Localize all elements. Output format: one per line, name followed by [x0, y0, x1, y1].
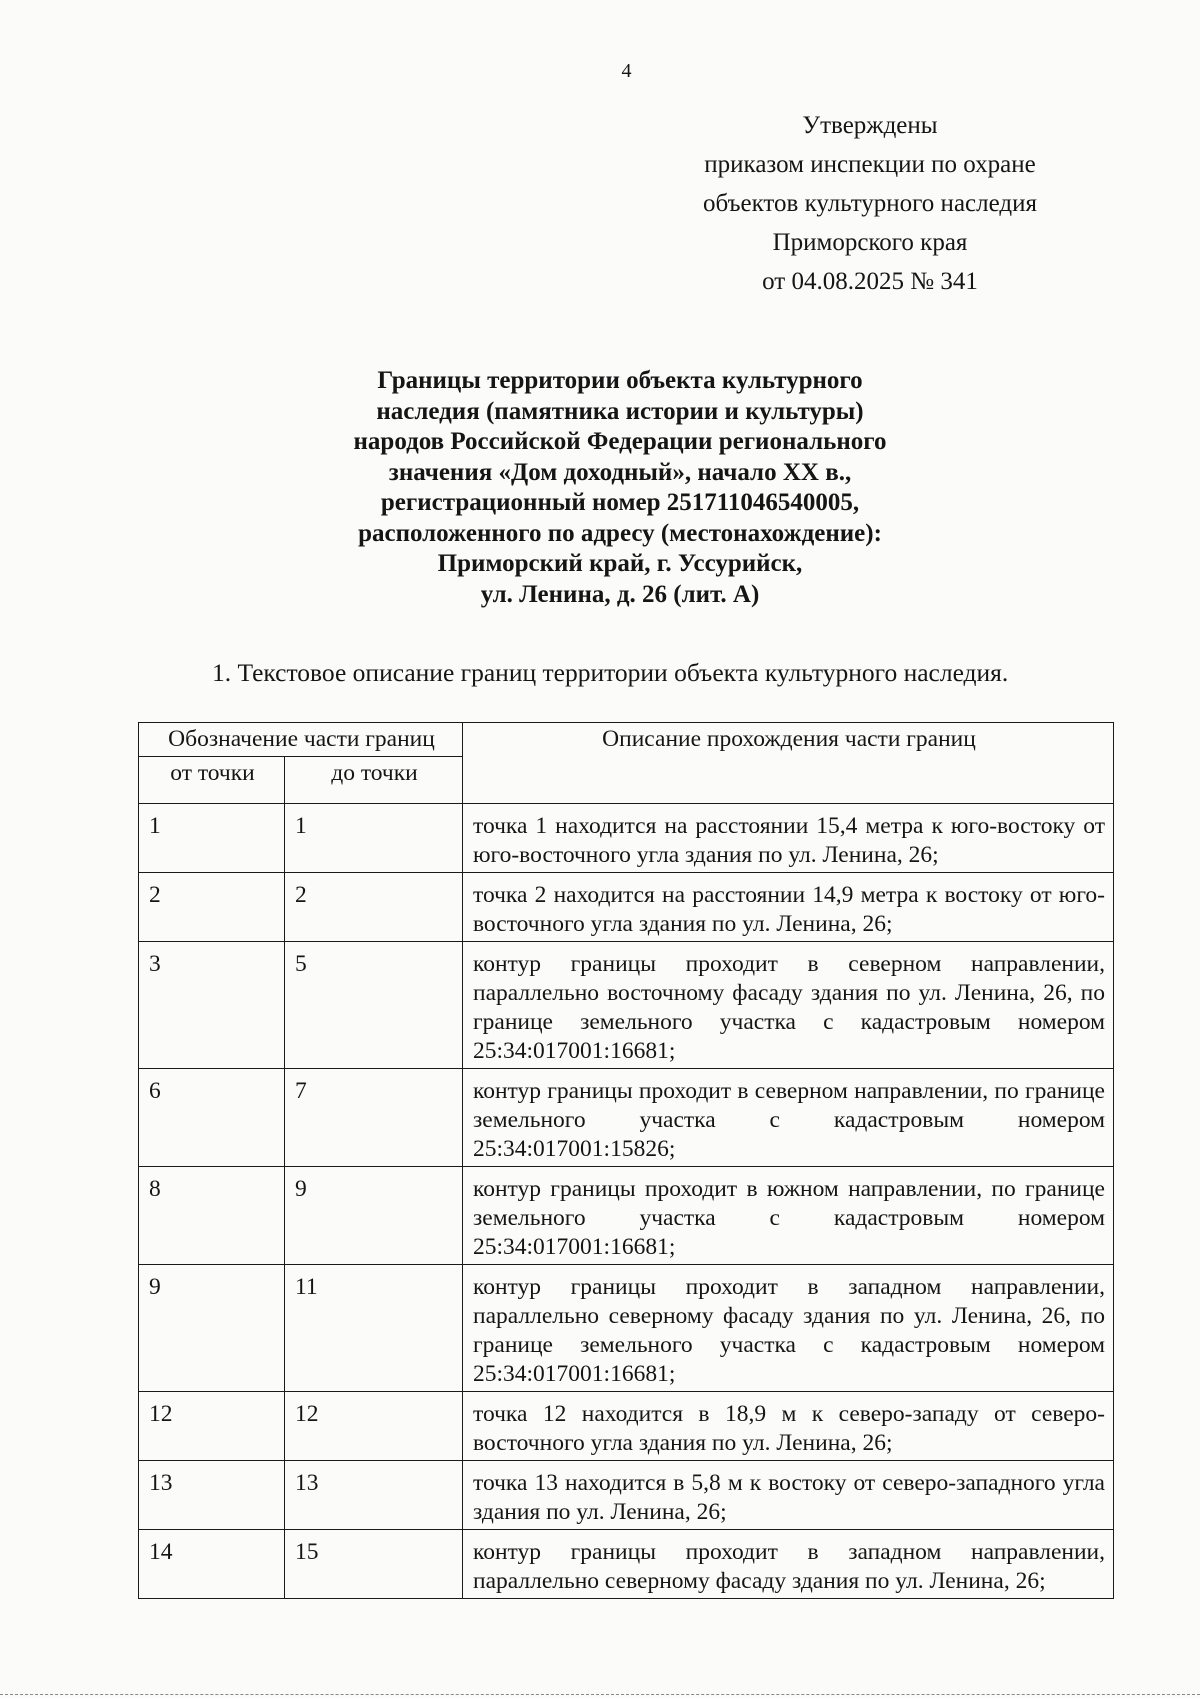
table-row — [139, 873, 1114, 942]
table-row — [139, 1392, 1114, 1461]
from-point-cell: 8 — [139, 1167, 285, 1265]
header-from-point: от точки — [139, 757, 285, 804]
description-cell: контур границы проходит в западном направлении, параллельно северному фасаду здания по ул. Ленина, 26; — [463, 1530, 1114, 1599]
table-row — [139, 1265, 1114, 1392]
from-point-cell: 2 — [139, 873, 285, 942]
header-description: Описание прохождения части границ — [463, 723, 1114, 804]
title-line: ул. Ленина, д. 26 (лит. А) — [480, 580, 760, 608]
title-line: расположенного по адресу (местонахождение): — [358, 519, 882, 547]
to-point-cell: 1 — [285, 804, 463, 873]
table-row — [139, 1461, 1114, 1530]
header-to-point: до точки — [285, 757, 463, 804]
from-point-cell: 14 — [139, 1530, 285, 1599]
to-point-cell: 12 — [285, 1392, 463, 1461]
table-row — [139, 1530, 1114, 1599]
document-title — [250, 366, 990, 610]
description-cell: контур границы проходит в южном направлении, по границе земельного участка с кадастровым номером 25:34:017001:16681; — [463, 1167, 1114, 1265]
to-point-cell: 9 — [285, 1167, 463, 1265]
approval-block — [660, 106, 1080, 301]
title-line: Границы территории объекта культурного — [377, 367, 863, 394]
description-cell: точка 12 находится в 18,9 м к северо-западу от северо-восточного угла здания по ул. Ленина, 26; — [463, 1392, 1114, 1461]
section-heading: 1. Текстовое описание границ территории объекта культурного наследия. — [212, 658, 1009, 687]
to-point-cell: 5 — [285, 942, 463, 1069]
approval-line: Утверждены — [802, 112, 938, 139]
table-row — [139, 1167, 1114, 1265]
from-point-cell: 9 — [139, 1265, 285, 1392]
title-line: Приморский край, г. Уссурийск, — [437, 550, 803, 577]
description-cell: точка 13 находится в 5,8 м к востоку от северо-западного угла здания по ул. Ленина, 26; — [463, 1461, 1114, 1530]
header-boundary-part: Обозначение части границ — [139, 723, 463, 757]
title-line: народов Российской Федерации регионального — [353, 428, 887, 455]
from-point-cell: 6 — [139, 1069, 285, 1167]
title-line: значения «Дом доходный», начало XX в., — [388, 458, 852, 486]
table-header — [139, 723, 1114, 804]
description-cell: точка 2 находится на расстоянии 14,9 метра к востоку от юго-восточного угла здания по ул. Ленина, 26; — [463, 873, 1114, 942]
from-point-cell: 13 — [139, 1461, 285, 1530]
description-cell: контур границы проходит в северном направлении, по границе земельного участка с кадастровым номером 25:34:017001:15826; — [463, 1069, 1114, 1167]
title-line: регистрационный номер 251711046540005, — [380, 489, 860, 516]
description-cell: точка 1 находится на расстоянии 15,4 метра к юго-востоку от юго-восточного угла здания по ул. Ленина, 26; — [463, 804, 1114, 873]
to-point-cell: 15 — [285, 1530, 463, 1599]
to-point-cell: 11 — [285, 1265, 463, 1392]
from-point-cell: 12 — [139, 1392, 285, 1461]
approval-line: от 04.08.2025 № 341 — [762, 268, 978, 295]
to-point-cell: 13 — [285, 1461, 463, 1530]
table-row — [139, 942, 1114, 1069]
table-row — [139, 804, 1114, 873]
from-point-cell: 3 — [139, 942, 285, 1069]
page-number: 4 — [621, 60, 632, 82]
approval-line: Приморского края — [772, 229, 968, 256]
description-cell: контур границы проходит в западном направлении, параллельно северному фасаду здания по ул. Ленина, 26, по границе земельного участка с кадастровым номером 25:34:017001:16681; — [463, 1265, 1114, 1392]
to-point-cell: 7 — [285, 1069, 463, 1167]
approval-line: объектов культурного наследия — [703, 190, 1037, 217]
table-row — [139, 1069, 1114, 1167]
to-point-cell: 2 — [285, 873, 463, 942]
table-body — [139, 804, 1114, 1599]
title-line: наследия (памятника истории и культуры) — [376, 397, 864, 425]
page-edge — [0, 1694, 1200, 1696]
description-cell: контур границы проходит в северном направлении, параллельно восточному фасаду здания по ул. Ленина, 26, по границе земельного участка с кадастровым номером 25:34:017001:16681; — [463, 942, 1114, 1069]
approval-line: приказом инспекции по охране — [704, 151, 1036, 178]
boundary-table — [138, 722, 1114, 1599]
from-point-cell: 1 — [139, 804, 285, 873]
